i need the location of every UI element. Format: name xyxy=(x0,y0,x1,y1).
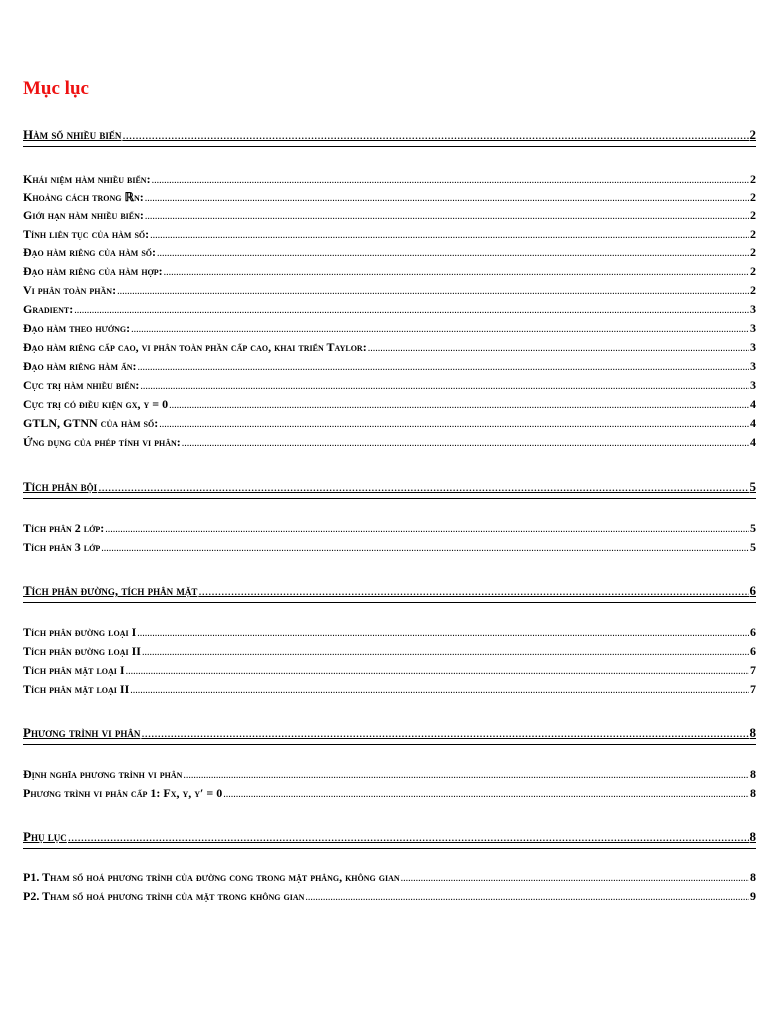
toc-entry-label: Cực trị có điều kiện gx, y = 0 xyxy=(23,397,169,411)
toc-entry-label: Tính liên tục của hàm số: xyxy=(23,227,150,241)
page-number: 3 xyxy=(750,302,756,316)
toc-entry-label: Tích phân mặt loại II xyxy=(23,682,130,696)
leader-dots xyxy=(183,770,749,781)
toc-heading-label: Hàm số nhiều biến xyxy=(23,127,122,142)
leader-dots xyxy=(105,524,749,535)
toc-heading-tich-phan-boi[interactable] xyxy=(23,479,756,499)
toc-entry[interactable] xyxy=(23,227,756,242)
leader-dots xyxy=(126,666,749,677)
toc-entry[interactable] xyxy=(23,767,756,782)
toc-entry-label: Tích phân 2 lớp: xyxy=(23,521,105,535)
page-number: 2 xyxy=(749,127,756,142)
leader-dots xyxy=(305,892,749,903)
toc-entry[interactable] xyxy=(23,435,756,450)
page-number: 8 xyxy=(750,767,756,781)
page-number: 7 xyxy=(750,682,756,696)
toc-entry-label: Đạo hàm riêng của hàm hợp: xyxy=(23,264,163,278)
page-number: 8 xyxy=(749,829,756,844)
page-number: 3 xyxy=(750,359,756,373)
page-number: 2 xyxy=(750,208,756,222)
toc-entry[interactable] xyxy=(23,190,756,205)
toc-entry-label: GTLN, GTNN của hàm số: xyxy=(23,416,159,430)
leader-dots xyxy=(138,362,749,373)
toc-entry-label: Tích phân đường loại I xyxy=(23,625,137,639)
page-number: 3 xyxy=(750,378,756,392)
page-number: 2 xyxy=(750,172,756,186)
leader-dots xyxy=(141,725,748,741)
leader-dots xyxy=(368,343,749,354)
toc-heading-ham-so-nhieu-bien[interactable] xyxy=(23,127,756,147)
leader-dots xyxy=(74,305,749,316)
leader-dots xyxy=(159,419,749,430)
toc-entry[interactable] xyxy=(23,870,756,885)
page-number: 8 xyxy=(750,870,756,884)
toc-entry[interactable] xyxy=(23,786,756,801)
leader-dots xyxy=(198,583,748,599)
page-number: 8 xyxy=(749,725,756,740)
toc-entry-label: Đạo hàm riêng cấp cao, vi phân toàn phần cấp cao, khai triển Taylor: xyxy=(23,340,367,354)
leader-dots xyxy=(68,829,749,845)
toc-entry[interactable] xyxy=(23,625,756,640)
toc-heading-tich-phan-duong-mat[interactable] xyxy=(23,583,756,603)
toc-entry[interactable] xyxy=(23,682,756,697)
toc-entry-label: Tích phân 3 lớp xyxy=(23,540,101,554)
toc-heading-label: Tích phân đường, tích phân mặt xyxy=(23,583,198,598)
toc-entry[interactable] xyxy=(23,321,756,336)
toc-entry[interactable] xyxy=(23,889,756,904)
toc-entry-label: Ứng dụng của phép tính vi phân: xyxy=(23,435,181,449)
page-number: 7 xyxy=(750,663,756,677)
toc-entry-label: Tích phân đường loại II xyxy=(23,644,141,658)
toc-entry[interactable] xyxy=(23,245,756,260)
toc-entry-label: Khái niệm hàm nhiều biến: xyxy=(23,172,151,186)
toc-entry-label: Đạo hàm riêng của hàm số: xyxy=(23,245,156,259)
page-number: 9 xyxy=(750,889,756,903)
toc-entry[interactable] xyxy=(23,416,756,431)
leader-dots xyxy=(142,647,749,658)
page-number: 3 xyxy=(750,321,756,335)
toc-entry-label: Đạo hàm theo hướng: xyxy=(23,321,131,335)
toc-entry-label: P1. Tham số hoá phương trình của đường cong trong mặt phẳng, không gian xyxy=(23,870,400,884)
toc-entry-label: Giới hạn hàm nhiều biến: xyxy=(23,208,144,222)
toc-entry[interactable] xyxy=(23,264,756,279)
toc-heading-label: Tích phân bội xyxy=(23,479,98,494)
page-number: 2 xyxy=(750,227,756,241)
leader-dots xyxy=(98,479,748,495)
toc-entry[interactable] xyxy=(23,359,756,374)
leader-dots xyxy=(130,685,749,696)
toc-entry[interactable] xyxy=(23,644,756,659)
page-number: 8 xyxy=(750,786,756,800)
toc-entry-label: Cực trị hàm nhiều biến: xyxy=(23,378,140,392)
page-number: 2 xyxy=(750,283,756,297)
leader-dots xyxy=(182,438,749,449)
toc-entry[interactable] xyxy=(23,378,756,393)
leader-dots xyxy=(131,324,749,335)
page-number: 6 xyxy=(750,644,756,658)
toc-entry-label: Gradient: xyxy=(23,302,74,316)
page-number: 4 xyxy=(750,435,756,449)
toc-heading-phu-luc[interactable] xyxy=(23,829,756,849)
leader-dots xyxy=(401,873,749,884)
leader-dots xyxy=(152,175,749,186)
toc-entry[interactable] xyxy=(23,283,756,298)
leader-dots xyxy=(101,543,749,554)
leader-dots xyxy=(145,193,749,204)
leader-dots xyxy=(157,248,749,259)
page-number: 2 xyxy=(750,245,756,259)
toc-entry-label: Đạo hàm riêng hàm ẩn: xyxy=(23,359,137,373)
leader-dots xyxy=(122,127,748,143)
toc-heading-label: Phương trình vi phân xyxy=(23,725,141,740)
leader-dots xyxy=(164,267,749,278)
toc-title: Mục lục xyxy=(23,78,89,99)
leader-dots xyxy=(150,230,749,241)
toc-entry[interactable] xyxy=(23,663,756,678)
toc-entry-label: Khoảng cách trong ℝn: xyxy=(23,190,144,204)
toc-heading-phuong-trinh-vi-phan[interactable] xyxy=(23,725,756,745)
toc-entry-label: Định nghĩa phương trình vi phân xyxy=(23,767,183,781)
toc-entry[interactable] xyxy=(23,397,756,412)
toc-heading-label: Phụ lục xyxy=(23,829,67,844)
page-number: 5 xyxy=(750,521,756,535)
toc-entry[interactable] xyxy=(23,172,756,187)
page-number: 5 xyxy=(750,540,756,554)
toc-entry[interactable] xyxy=(23,302,756,317)
page-number: 3 xyxy=(750,340,756,354)
toc-entry[interactable] xyxy=(23,340,756,355)
leader-dots xyxy=(169,400,749,411)
leader-dots xyxy=(117,286,749,297)
page-number: 6 xyxy=(750,625,756,639)
leader-dots xyxy=(223,789,749,800)
toc-entry[interactable] xyxy=(23,521,756,536)
leader-dots xyxy=(145,211,749,222)
page-number: 4 xyxy=(750,416,756,430)
page-number: 4 xyxy=(750,397,756,411)
toc-entry-label: Phương trình vi phân cấp 1: Fx, y, y′ = 0 xyxy=(23,786,223,800)
page-number: 5 xyxy=(749,479,756,494)
page-number: 2 xyxy=(750,190,756,204)
toc-entry-label: Vi phân toàn phần: xyxy=(23,283,117,297)
toc-entry-label: P2. Tham số hoá phương trình của mặt trong không gian xyxy=(23,889,305,903)
toc-entry[interactable] xyxy=(23,540,756,555)
toc-entry-label: Tích phân mặt loại I xyxy=(23,663,125,677)
leader-dots xyxy=(140,381,749,392)
page-number: 2 xyxy=(750,264,756,278)
toc-entry[interactable] xyxy=(23,208,756,223)
page-number: 6 xyxy=(749,583,756,598)
leader-dots xyxy=(137,628,749,639)
